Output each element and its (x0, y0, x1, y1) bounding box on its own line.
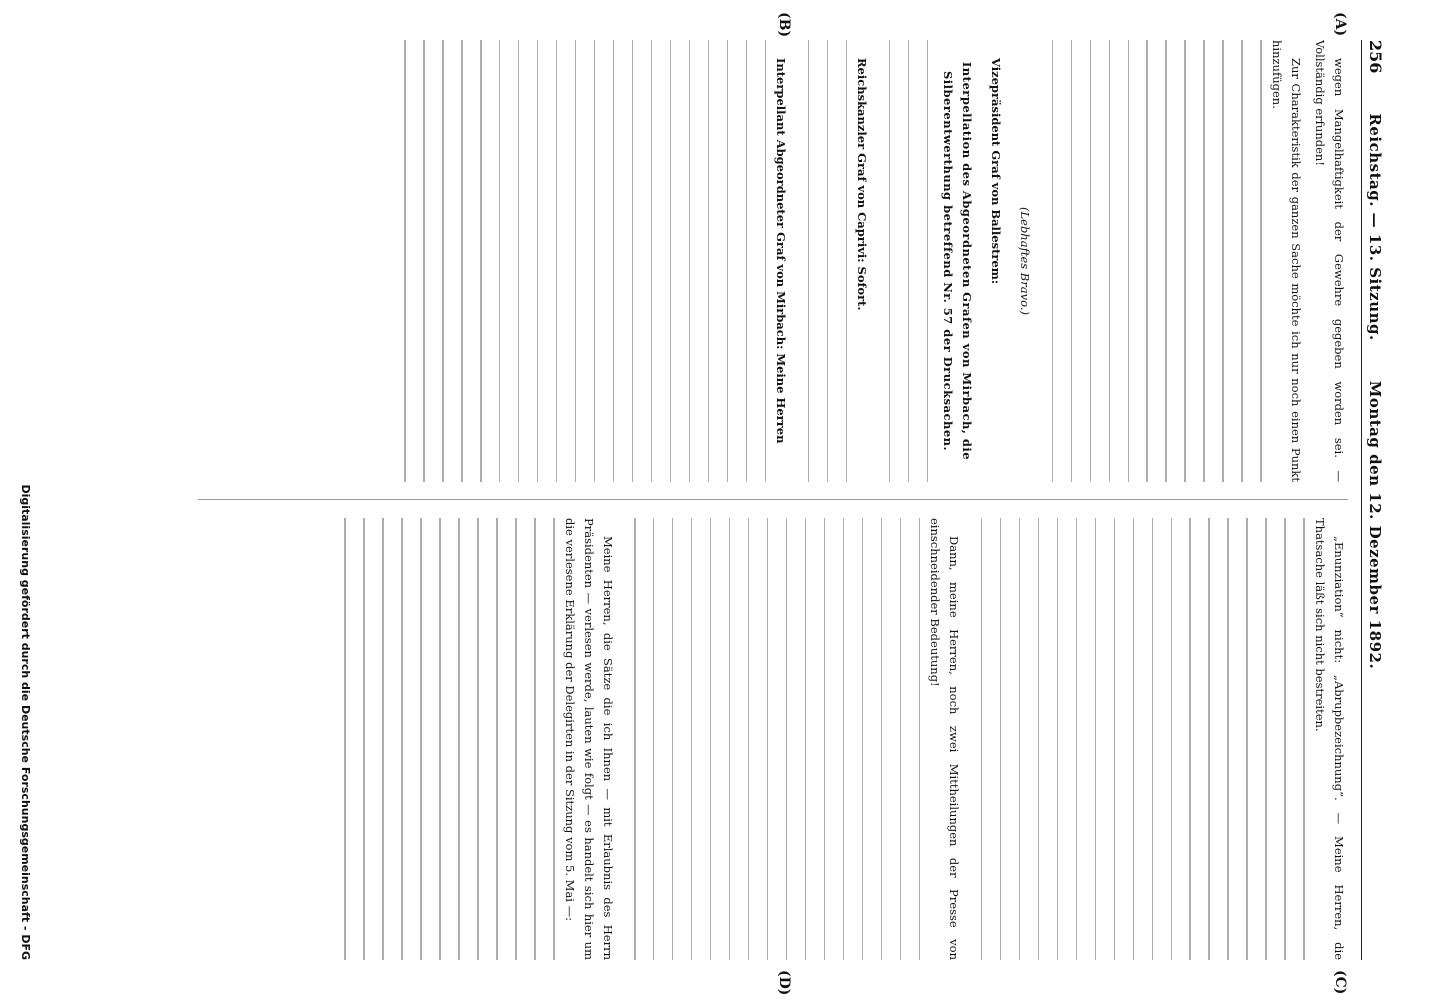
digitization-credit: Digitalisierung gefördert durch die Deutsche Forschungsgemeinschaft - DFG (19, 484, 32, 960)
header-rule (1361, 40, 1362, 960)
left-column (188, 40, 1348, 482)
illegible-text-block (808, 40, 848, 482)
speaker-line (771, 40, 790, 482)
speaker-name: Interpellant Abgeordneter Graf von Mirbach: Meine Herren (774, 58, 789, 444)
paragraph: Dann, meine Herren, noch zwei Mittheilungen der Presse von einschneidender Bedeutung! (928, 518, 962, 960)
illegible-text-block (404, 40, 766, 482)
paragraph: Zur Charakteristik der ganzen Sache möchte ich nur noch einen Punkt hinzufügen. (1270, 40, 1303, 482)
speaker-line (986, 40, 1005, 482)
margin-marker-d: (D) (776, 970, 792, 996)
paragraph: wegen Mangelhaftigkeit der Gewehre gegeben worden sei. — Vollständig erfunden! (1313, 40, 1346, 482)
margin-marker-b: (B) (776, 12, 792, 38)
illegible-text-block (344, 518, 554, 960)
margin-marker-a: (A) (1332, 12, 1348, 37)
document-page (82, 12, 1402, 996)
paragraph: „Enunziation“ nicht: „Abrupbezeichnung“. — Meine Herren, die Thatsache läßt sich nicht bestreiten. (1313, 518, 1346, 960)
speaker-name: Vizepräsident Graf von Ballestrem: (989, 58, 1004, 285)
session-title: Reichstag. — 13. Sitzung. (1366, 113, 1384, 341)
session-date: Montag den 12. Dezember 1892. (1366, 380, 1384, 670)
speaker-line (852, 40, 871, 482)
paragraph: Meine Herren, die Sätze die ich Ihnen — mit Erlaubnis des Herrn Präsidenten — verlesen werde, lauten wie folgt — es handelt sich hier um die verlesene Erklärung der Delegirten in der Sitzung vom 5. Mai —: (562, 518, 615, 960)
applause-note: (Lebhaftes Bravo.) (1018, 207, 1033, 315)
illegible-text-block (634, 518, 920, 960)
margin-marker-c: (C) (1332, 970, 1348, 995)
illegible-text-block (889, 40, 929, 482)
column-divider (198, 499, 1348, 500)
right-column (188, 518, 1348, 960)
interpellation-heading: Interpellation des Abgeordneten Grafen von Mirbach, die Silberentwerthung betreffend Nr. 57 der Drucksachen. (941, 61, 975, 461)
speaker-name: Reichskanzler Graf von Caprivi: Sofort. (855, 58, 870, 311)
illegible-text-block (981, 518, 1305, 960)
page-number: 256 (1366, 40, 1385, 74)
illegible-text-block (1052, 40, 1262, 482)
page-header (1366, 40, 1402, 960)
